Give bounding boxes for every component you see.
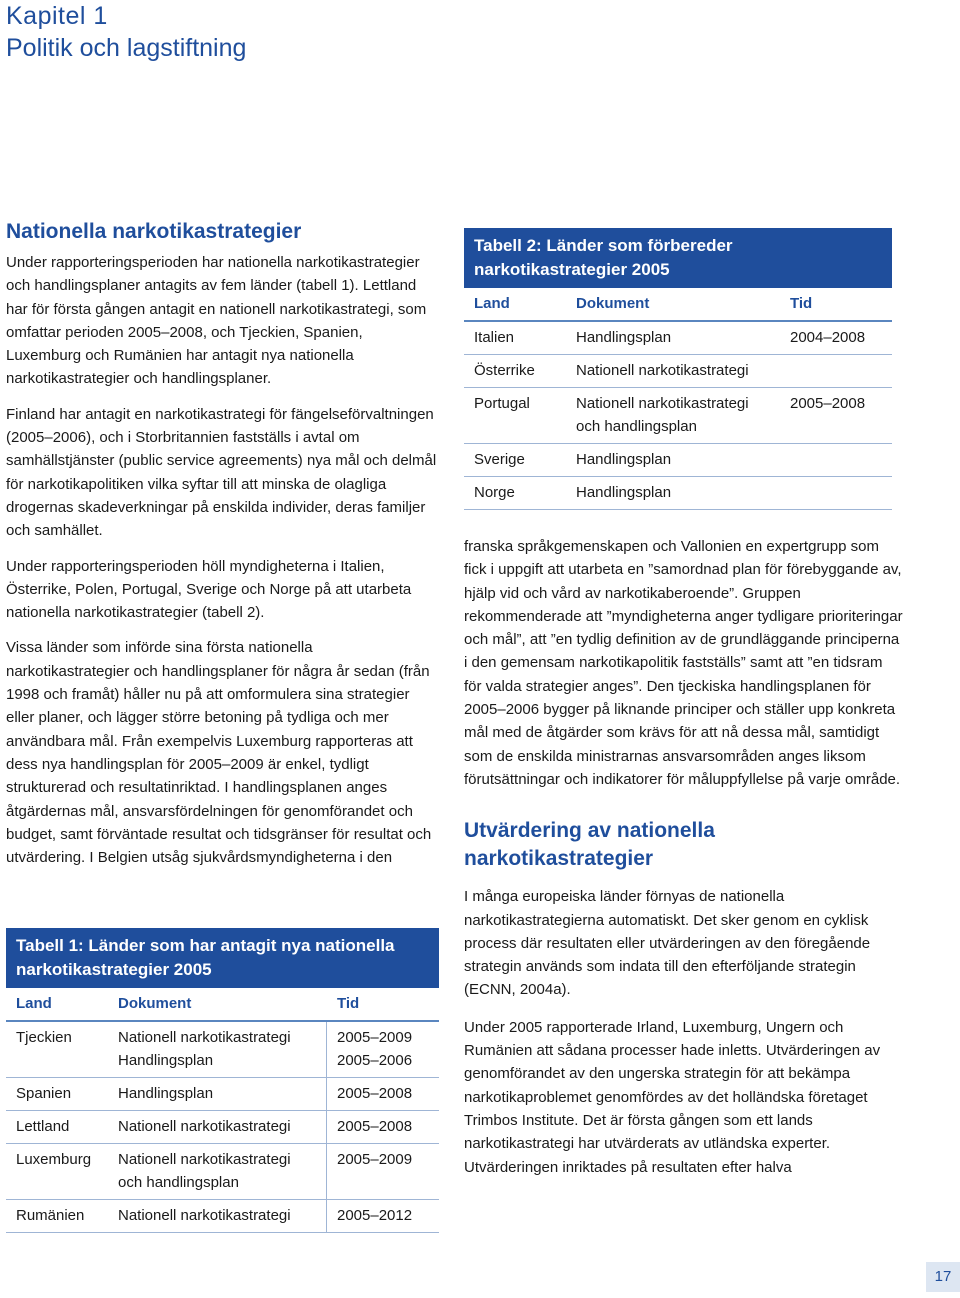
table-cell: Handlingsplan [576,329,672,346]
table-cell: Rumänien [16,1207,85,1224]
table-row [464,355,892,388]
table-cell: Nationell narkotikastrategi och handlingsplan [108,1144,327,1199]
table-header-row [6,988,439,1022]
table-row [464,322,892,355]
table-cell: 2005–2008 [790,395,866,412]
column-header-dokument: Dokument [576,295,650,312]
table-row [6,1022,439,1078]
table-cell: 2005–2008 [337,1118,413,1135]
chapter-number: Kapitel 1 [6,2,108,30]
table-row [6,1144,439,1200]
section-heading: Nationella narkotikastrategier [6,220,302,243]
table-cell: Nationell narkotikastrategi och handlingsplan [576,395,749,435]
table-header-row [464,288,892,322]
column-header-land: Land [16,995,52,1012]
paragraph: franska språkgemenskapen och Vallonien en expertgrupp som fick i uppgift att utarbeta en ”samordnad plan för förebyggande av, hjälp vid och vård av narkotikaberoende”. Gruppen rekommenderade att ”myndigheterna anger tydligare prioriteringar och mål”, att ”en tydlig definition av de grundläggande principerna i den gemensam narkotikapolitik fastställs” samt att ”en tidsram för valda strategier anges”. Den tjeckiska handlingsplanen för 2005–2006 bygger på liknande principer och ställer upp konkreta mål med de åtgärder som krävs för att nå dessa mål, samtidigt som de enskilda ministrarnas ansvarsområden anges liksom förutsättningar och indikatorer för måluppfyllelse på varje område. [464,538,903,788]
left-column [6,218,440,881]
section-heading: Utvärdering av nationella narkotikastrategier [464,819,715,871]
table-2 [464,228,892,510]
column-header-tid: Tid [790,295,813,312]
table-cell: Norge [474,484,515,501]
table-cell [780,444,892,476]
right-column [464,535,904,1191]
table-row [6,1078,439,1111]
paragraph: Under 2005 rapporterade Irland, Luxemburg, Ungern och Rumänien att sådana processer hade inletts. Utvärderingen av genomförandet av den ungerska strategin för att bekämpa narkotikaproblemet genomfördes av det holländska företaget Trimbos Institute. Det är första gången som ett lands narkotikastrategi har utvärderats av utländska experter. Utvärderingen inriktades på resultaten efter halva [464,1018,881,1176]
table-cell: Sverige [474,451,525,468]
table-cell: 2005–2012 [337,1207,413,1224]
table-row [464,388,892,444]
table-cell: Luxemburg [16,1151,92,1168]
table-cell: Nationell narkotikastrategi [576,362,749,379]
paragraph: I många europeiska länder förnyas de nationella narkotikastrategierna automatiskt. Det sker genom en cyklisk process där resultaten eller utvärderingen av den föregående strategin används som indata till den efterföljande strategin (ECNN, 2004a). [464,888,871,999]
table-cell: Italien [474,329,515,346]
table-title: Tabell 1: Länder som har antagit nya nationella narkotikastrategier 2005 [6,928,439,988]
paragraph: Under rapporteringsperioden har nationella narkotikastrategier och handlingsplaner antagits av fem länder (tabell 1). Lettland har för första gången antagit en nationell narkotikastrategi, som omfattar perioden 2005–2008, och Tjeckien, Spanien, Luxemburg och Rumänien har antagit nya nationella narkotikastrategier och handlingsplaner. [6,254,427,388]
table-cell: Handlingsplan [576,484,672,501]
paragraph: Finland har antagit en narkotikastrategi för fängelseförvaltningen (2005–2006), och i Storbritannien fastställs i avtal om samhällstjänster (public service agreements) nya mål och delmål för narkotikapolitiken vilka syftar till att minska de olagliga drogernas skadeverkningar på enskilda individer, deras familjer och samhället. [6,405,437,540]
table-row [464,444,892,477]
table-cell: 2004–2008 [790,329,866,346]
table-cell: Handlingsplan [576,451,672,468]
table-cell: Nationell narkotikastrategi [108,1111,327,1143]
paragraph: Vissa länder som införde sina första nationella narkotikastrategier och handlingsplaner för några år sedan (från 1998 och framåt) håller nu på att omformulera sina strategier eller planer, och lägger större betoning på tydliga och mer användbara mål. Från exempelvis Luxemburg rapporteras att dess nya handlingsplan för 2005–2009 är enkel, tydligt strukturerad och resultatinriktad. I handlingsplanen anges åtgärdernas mål, ansvarsfördelningen för genomförandet och budget, samt förväntade resultat och tidsgränser för resultat och utvärdering. I Belgien utsåg sjukvårdsmyndigheterna i den [6,639,432,867]
column-header-tid: Tid [337,995,360,1012]
table-cell [780,477,892,509]
paragraph: Under rapporteringsperioden höll myndigheterna i Italien, Österrike, Polen, Portugal, Sverige och Norge på att utarbeta nationella narkotikastrategier (tabell 2). [6,557,412,622]
table-cell: 2005–2009 [337,1151,413,1168]
table-cell: Handlingsplan [108,1078,327,1110]
table-cell: Spanien [16,1085,72,1102]
page-number: 17 [926,1262,960,1292]
table-cell: Nationell narkotikastrategi [108,1200,327,1232]
table-row [6,1200,439,1233]
column-header-land: Land [474,295,510,312]
table-cell: Nationell narkotikastrategi Handlingsplan [108,1022,327,1077]
table-row [6,1111,439,1144]
table-cell: 2005–2009 2005–2006 [337,1029,413,1069]
table-cell: Österrike [474,362,535,379]
table-cell: 2005–2008 [337,1085,413,1102]
table-cell [780,355,892,387]
table-cell: Portugal [474,395,530,412]
table-1 [6,928,439,1233]
table-cell: Lettland [16,1118,70,1135]
table-row [464,477,892,510]
table-cell: Tjeckien [16,1029,72,1046]
column-header-dokument: Dokument [118,995,192,1012]
chapter-title: Politik och lagstiftning [6,34,247,62]
table-title: Tabell 2: Länder som förbereder narkotikastrategier 2005 [464,228,892,288]
